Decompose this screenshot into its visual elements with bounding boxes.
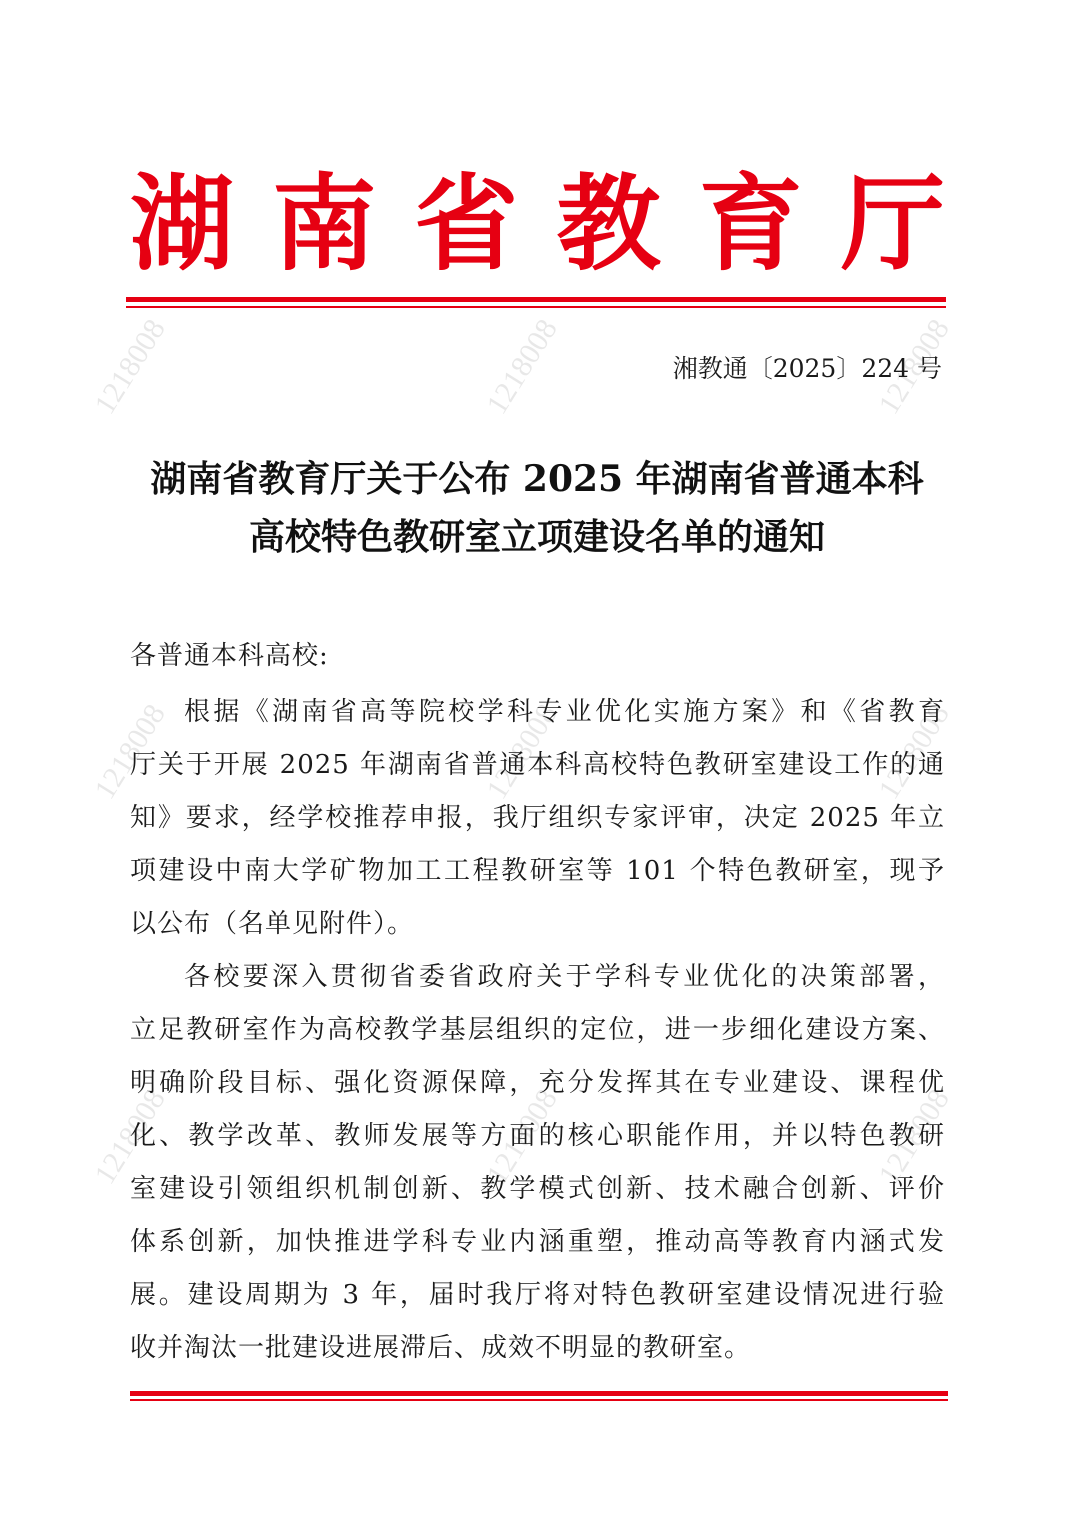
watermark: 1218008 (872, 698, 956, 806)
watermark: 1218008 (88, 698, 172, 806)
document-title (120, 450, 954, 566)
masthead-char: 省 (414, 162, 519, 285)
body-line: 各校要深入贯彻省委省政府关于学科专业优化的决策部署， (184, 962, 945, 992)
body-line: 展。建设周期为 3 年，届时我厅将对特色教研室建设情况进行验 (130, 1280, 945, 1310)
body-line: 项建设中南大学矿物加工工程教研室等 101 个特色教研室，现予 (130, 856, 945, 886)
watermark: 1218008 (480, 1083, 564, 1191)
title-line: 湖南省教育厅关于公布 2025 年湖南省普通本科 (150, 458, 924, 500)
document-body (130, 686, 945, 1375)
salutation: 各普通本科高校: (130, 641, 329, 671)
body-line: 以公布（名单见附件）。 (130, 909, 415, 939)
watermark: 1218008 (88, 313, 172, 421)
masthead-char: 教 (556, 162, 661, 285)
watermark: 1218008 (872, 313, 956, 421)
body-line: 室建设引领组织机制创新、教学模式创新、技术融合创新、评价 (130, 1174, 945, 1204)
watermark: 1218008 (872, 1083, 956, 1191)
watermark: 1218008 (88, 1083, 172, 1191)
watermark: 1218008 (480, 313, 564, 421)
body-line: 收并淘汰一批建设进展滞后、成效不明显的教研室。 (130, 1333, 752, 1363)
footer-divider-thick (130, 1391, 948, 1396)
body-line: 明确阶段目标、强化资源保障，充分发挥其在专业建设、课程优 (130, 1068, 945, 1098)
body-line: 化、教学改革、教师发展等方面的核心职能作用，并以特色教研 (130, 1121, 945, 1151)
footer-divider-thin (130, 1399, 948, 1401)
masthead-divider-thick (126, 297, 946, 302)
masthead-title (130, 162, 945, 285)
body-line: 体系创新，加快推进学科专业内涵重塑，推动高等教育内涵式发 (130, 1227, 945, 1257)
body-line: 根据《湖南省高等院校学科专业优化实施方案》和《省教育 (184, 697, 945, 727)
masthead-char: 厅 (840, 162, 945, 285)
document-number: 湘教通〔2025〕224 号 (672, 354, 942, 383)
watermark: 1218008 (480, 698, 564, 806)
body-line: 知》要求，经学校推荐申报，我厅组织专家评审，决定 2025 年立 (130, 803, 945, 833)
masthead-char: 南 (272, 162, 377, 285)
masthead-char: 湖 (130, 162, 235, 285)
body-line: 厅关于开展 2025 年湖南省普通本科高校特色教研室建设工作的通 (130, 750, 945, 780)
masthead-divider-thin (126, 306, 946, 308)
body-line: 立足教研室作为高校教学基层组织的定位，进一步细化建设方案、 (130, 1015, 945, 1045)
title-line: 高校特色教研室立项建设名单的通知 (248, 516, 825, 558)
masthead-char: 育 (698, 162, 803, 285)
